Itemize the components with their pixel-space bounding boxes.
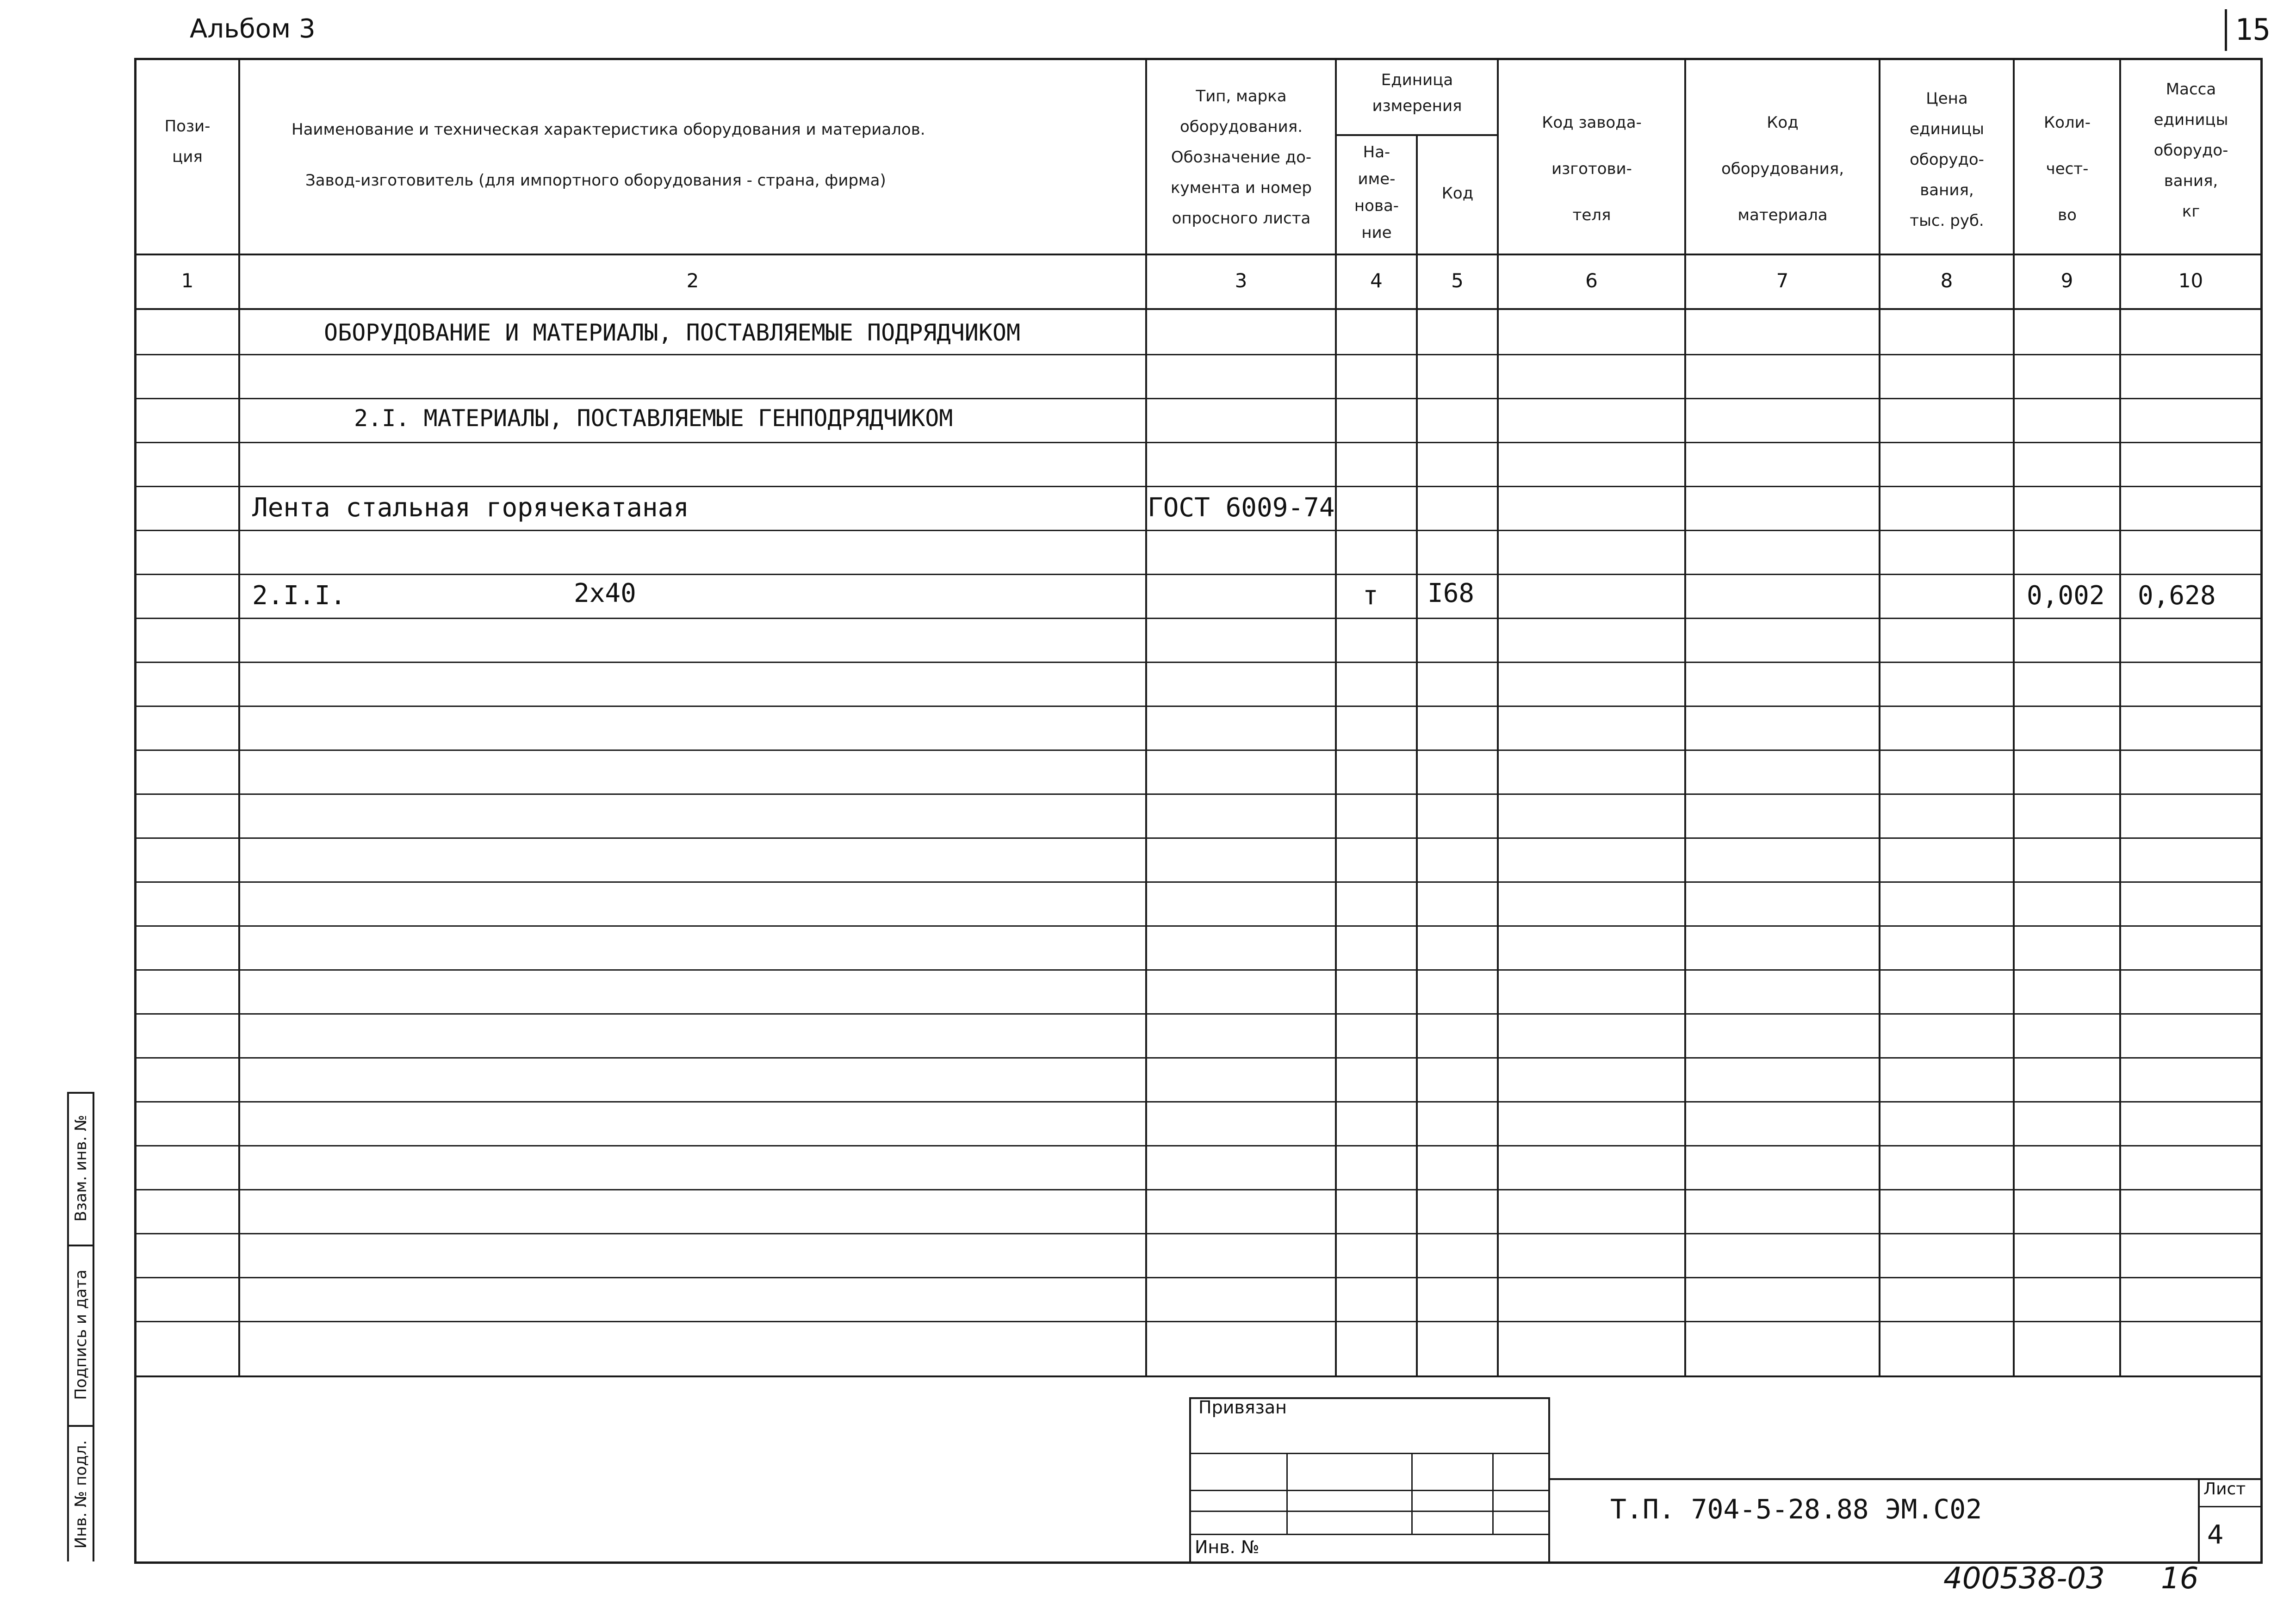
row-line	[134, 837, 2263, 839]
column-number: 2	[686, 269, 699, 292]
material-standard: ГОСТ 6009-74	[1148, 493, 1335, 523]
column-number: 6	[1585, 269, 1598, 292]
title-block-row	[1189, 1511, 1550, 1512]
row-line	[134, 1321, 2263, 1322]
row-line	[134, 706, 2263, 707]
header-type: Тип, марка оборудования. Обозначение до- кумента и номер опросного листа	[1171, 87, 1312, 228]
row-line	[134, 662, 2263, 663]
sheet-label: Лист	[2203, 1480, 2246, 1499]
header-position: Пози- ция	[164, 117, 211, 166]
item-position: 2.I.I.	[252, 581, 346, 611]
row-line	[134, 530, 2263, 531]
column-number: 5	[1451, 269, 1464, 292]
archive-number: 400538-03	[1943, 1561, 2105, 1596]
row-line	[134, 750, 2263, 751]
row-line	[134, 1145, 2263, 1146]
album-label: Альбом 3	[190, 14, 316, 44]
row-line	[134, 969, 2263, 971]
title-block-col	[1286, 1453, 1288, 1534]
row-line	[134, 925, 2263, 927]
stamp-outer-left	[67, 1092, 69, 1561]
item-mass: 0,628	[2138, 581, 2216, 611]
item-unit-code: I68	[1427, 578, 1475, 608]
column-number: 10	[2178, 269, 2203, 292]
header-price: Цена единицы оборудо- вания, тыс. руб.	[1910, 89, 1984, 230]
row-line	[134, 354, 2263, 355]
item-unit-name: т	[1363, 581, 1378, 611]
header-name: Наименование и техническая характеристика оборудования и материалов. Завод-изготовитель (для импортного оборудования - страна, фирма)	[292, 120, 925, 190]
subsection-title: 2.I. МАТЕРИАЛЫ, ПОСТАВЛЯЕМЫЕ ГЕНПОДРЯДЧИКОМ	[354, 405, 953, 432]
stamp-inv-original: Инв. № подл.	[72, 1440, 90, 1549]
header-plant-code: Код завода- изготови- теля	[1542, 113, 1642, 224]
row-line	[134, 1013, 2263, 1015]
inv-label: Инв. №	[1195, 1537, 1260, 1557]
header-equipment-code: Код оборудования, материала	[1721, 113, 1844, 224]
title-block-col	[1492, 1453, 1494, 1534]
row-line	[134, 1101, 2263, 1103]
title-block-row	[1189, 1534, 1550, 1535]
archive-sheet: 16	[2161, 1561, 2199, 1596]
row-line	[134, 1233, 2263, 1234]
page-number-divider	[2225, 9, 2227, 51]
column-number: 1	[181, 269, 194, 292]
title-block-row	[1189, 1453, 1550, 1454]
title-block-col	[1411, 1453, 1413, 1534]
sheet-box-left	[2198, 1478, 2200, 1561]
column-number: 4	[1370, 269, 1383, 292]
row-line	[134, 398, 2263, 399]
unit-group-divider	[1335, 134, 1497, 136]
header-quantity: Коли- чест- во	[2043, 113, 2091, 224]
row-line	[134, 574, 2263, 575]
stamp-outer-right	[93, 1092, 94, 1561]
frame-top	[134, 58, 2263, 60]
row-line	[134, 1189, 2263, 1190]
item-quantity: 0,002	[2027, 581, 2105, 611]
sheet-number: 4	[2207, 1520, 2224, 1550]
table-bottom-line	[134, 1375, 2263, 1377]
title-block-row	[1189, 1490, 1550, 1491]
row-line	[134, 442, 2263, 443]
row-line	[134, 1057, 2263, 1059]
section-title: ОБОРУДОВАНИЕ И МАТЕРИАЛЫ, ПОСТАВЛЯЕМЫЕ ПОДРЯДЧИКОМ	[324, 319, 1021, 346]
row-line	[134, 1277, 2263, 1278]
attached-label: Привязан	[1198, 1397, 1287, 1418]
colnum-bottom-line	[134, 308, 2263, 310]
row-line	[134, 486, 2263, 487]
header-unit-name: На- име- нова- ние	[1354, 143, 1399, 242]
title-block-left	[1189, 1397, 1191, 1561]
row-line	[134, 793, 2263, 795]
header-unit-code: Код	[1441, 184, 1474, 203]
sheet-box-divider	[2198, 1506, 2260, 1507]
column-number: 3	[1235, 269, 1247, 292]
frame-right	[2260, 58, 2263, 1561]
stamp-signature-date: Подпись и дата	[72, 1270, 90, 1400]
row-line	[134, 881, 2263, 883]
material-name: Лента стальная горячекатаная	[252, 493, 689, 523]
column-number: 7	[1776, 269, 1789, 292]
column-number: 8	[1940, 269, 1953, 292]
doc-code-top	[1550, 1478, 2260, 1480]
header-unit-group: Единица измерения	[1372, 71, 1462, 115]
row-line	[134, 618, 2263, 619]
header-mass: Масса единицы оборудо- вания, кг	[2153, 80, 2228, 221]
page-number: 15	[2235, 13, 2271, 47]
column-number: 9	[2060, 269, 2073, 292]
item-size: 2x40	[574, 578, 636, 608]
stamp-inv-replacement: Взам. инв. №	[72, 1115, 90, 1222]
document-code: Т.П. 704-5-28.88 ЭМ.С02	[1610, 1493, 1982, 1525]
